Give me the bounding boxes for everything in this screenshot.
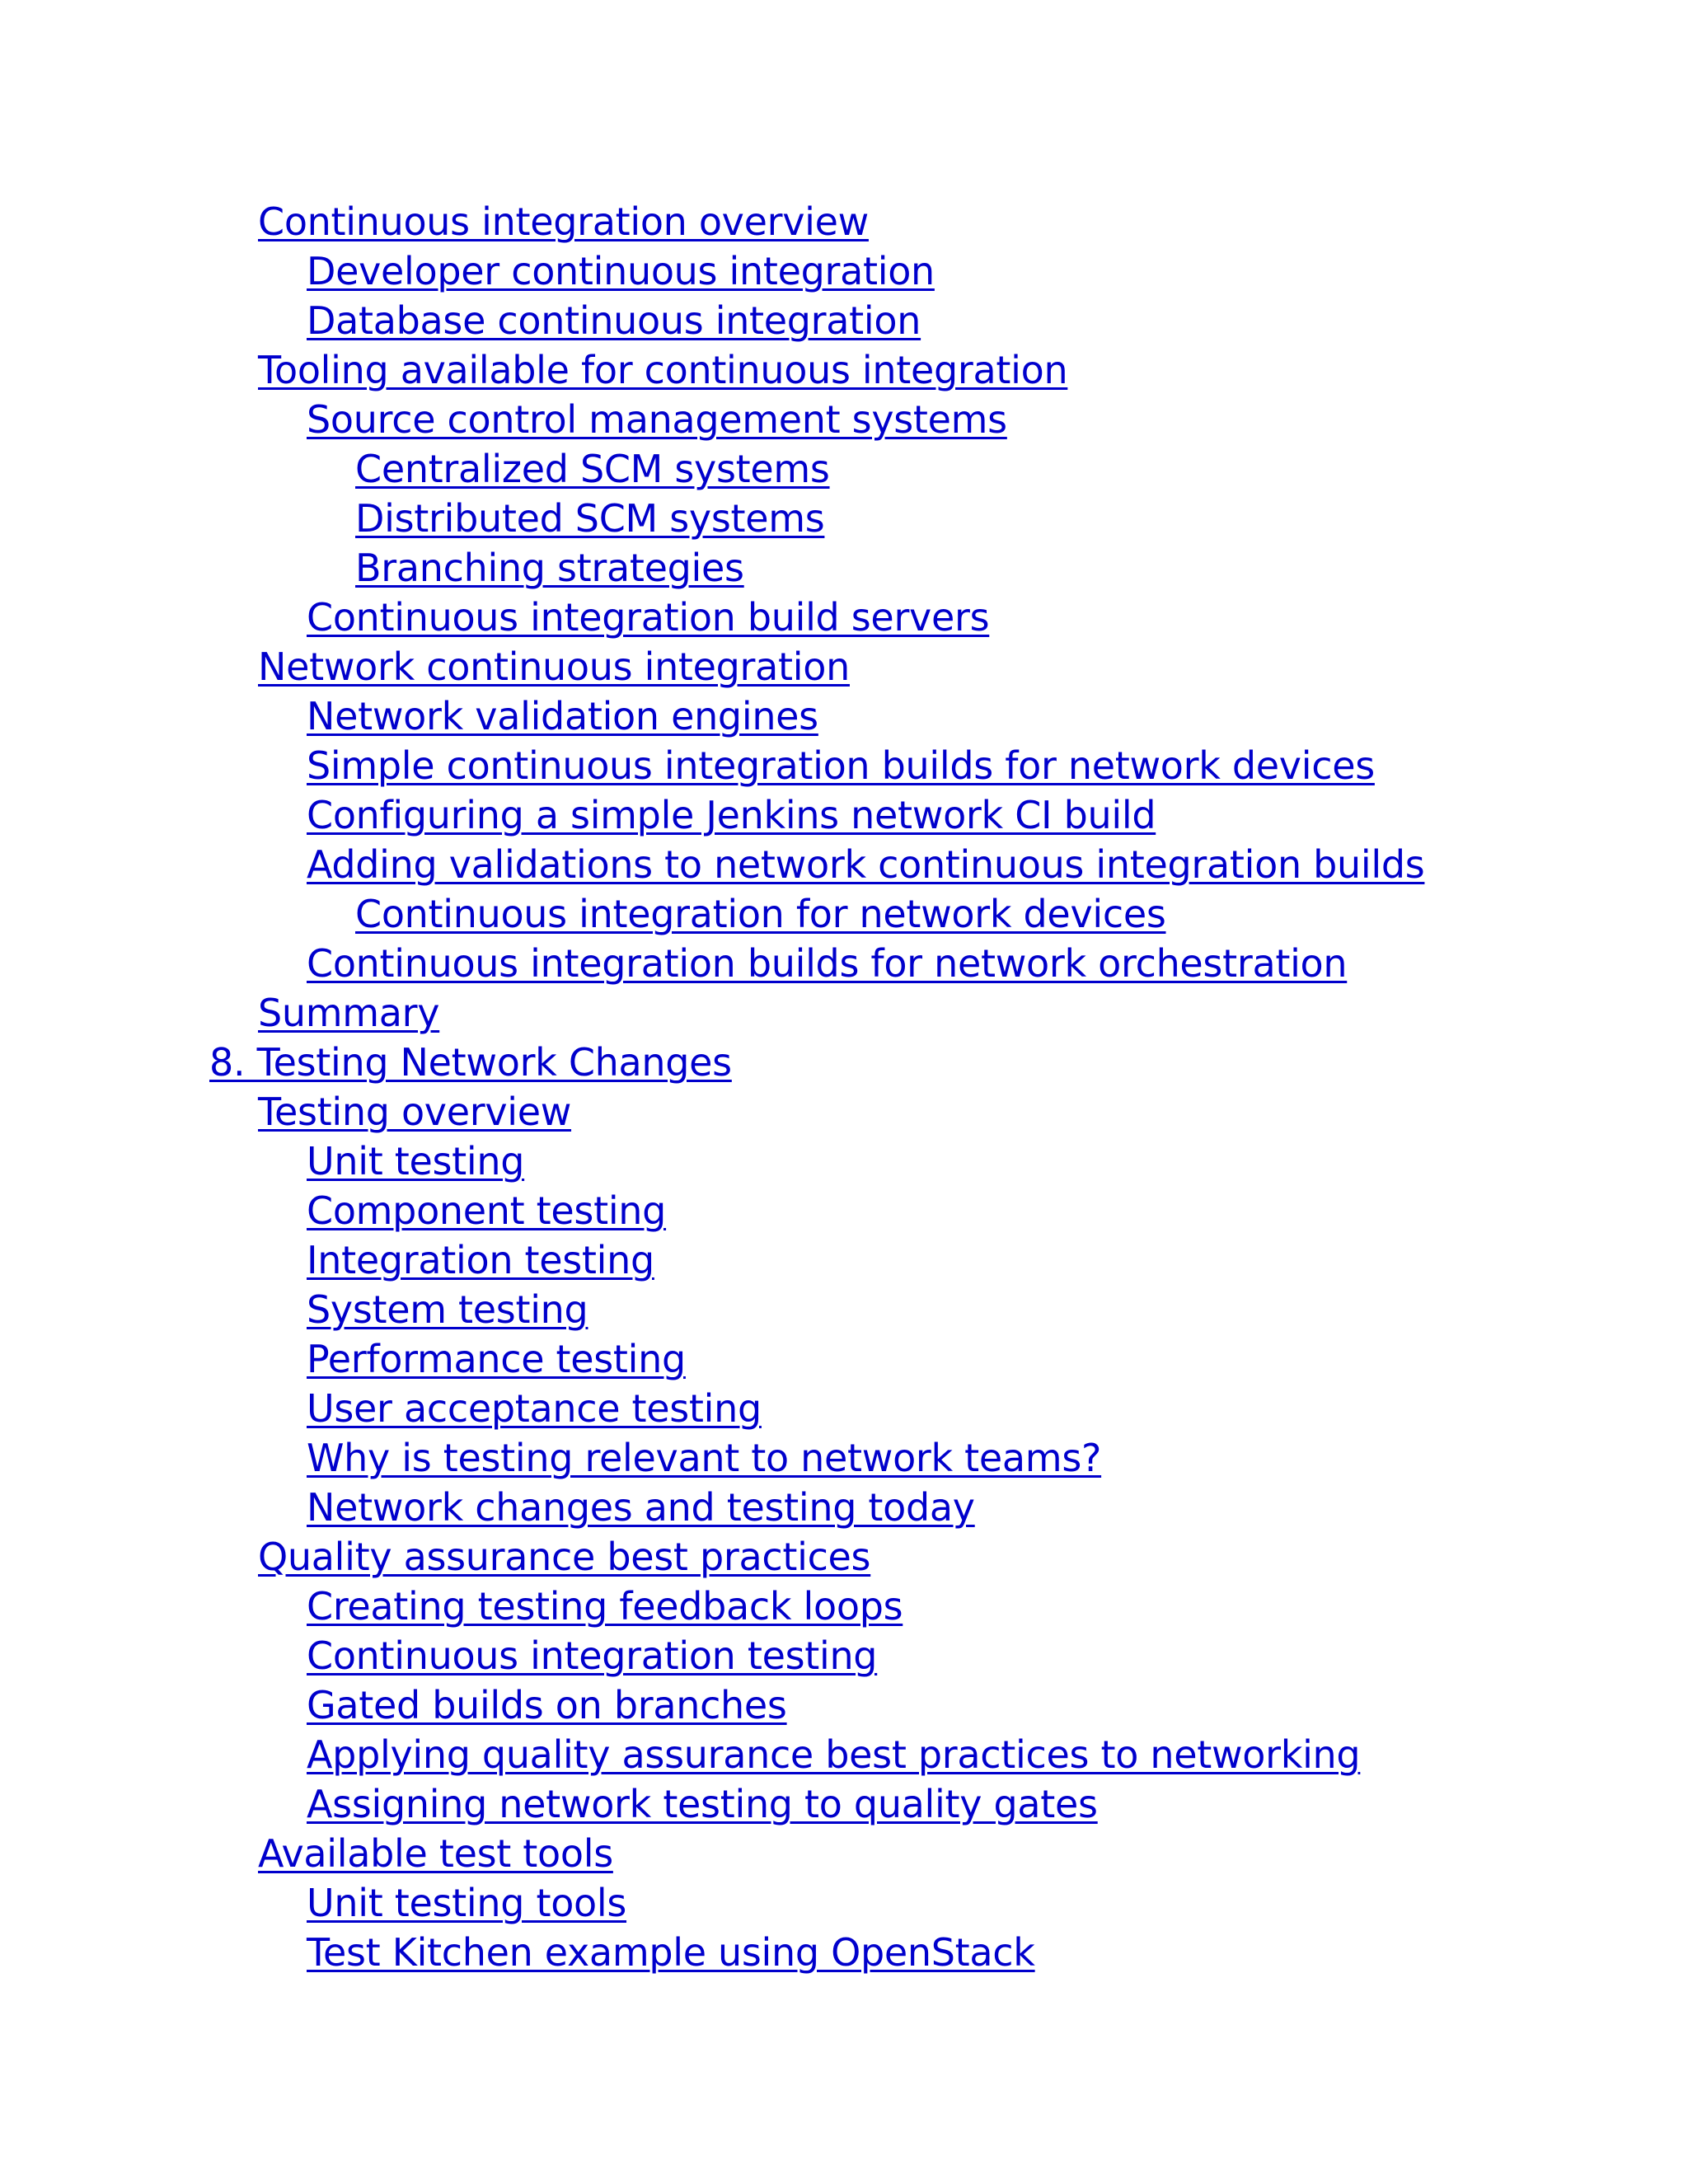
toc-entry <box>0 1137 1688 1186</box>
toc-entry <box>0 296 1688 345</box>
toc-entry <box>0 1928 1688 1977</box>
toc-link[interactable]: Continuous integration for network devices <box>355 892 1166 936</box>
toc-entry <box>0 1829 1688 1878</box>
toc-link[interactable]: Gated builds on branches <box>307 1683 787 1727</box>
toc-entry <box>0 1878 1688 1928</box>
toc-entry <box>0 988 1688 1038</box>
toc-link[interactable]: Component testing <box>307 1188 667 1233</box>
toc-link[interactable]: Tooling available for continuous integration <box>258 348 1068 392</box>
toc-entry <box>0 642 1688 691</box>
table-of-contents <box>0 197 1688 1977</box>
toc-chapter-link[interactable]: 8. Testing Network Changes <box>209 1040 732 1085</box>
toc-entry <box>0 741 1688 790</box>
toc-link[interactable]: Quality assurance best practices <box>258 1535 871 1579</box>
toc-link[interactable]: Available test tools <box>258 1831 613 1876</box>
toc-link[interactable]: Creating testing feedback loops <box>307 1584 903 1629</box>
toc-link[interactable]: Performance testing <box>307 1337 686 1381</box>
toc-link[interactable]: Integration testing <box>307 1238 654 1282</box>
toc-entry <box>0 593 1688 642</box>
toc-entry <box>0 1582 1688 1631</box>
toc-entry <box>0 840 1688 889</box>
toc-link[interactable]: User acceptance testing <box>307 1386 762 1431</box>
toc-entry <box>0 345 1688 395</box>
toc-entry <box>0 939 1688 988</box>
toc-entry <box>0 1285 1688 1334</box>
toc-entry <box>0 1235 1688 1285</box>
toc-entry <box>0 790 1688 840</box>
toc-entry <box>0 543 1688 593</box>
toc-entry <box>0 444 1688 494</box>
toc-entry <box>0 691 1688 741</box>
toc-link[interactable]: System testing <box>307 1287 588 1332</box>
toc-entry <box>0 1730 1688 1779</box>
toc-entry <box>0 1433 1688 1483</box>
toc-entry <box>0 1087 1688 1137</box>
toc-entry <box>0 1532 1688 1582</box>
toc-entry <box>0 1038 1688 1087</box>
toc-link[interactable]: Testing overview <box>258 1090 572 1134</box>
toc-entry <box>0 197 1688 246</box>
toc-link[interactable]: Distributed SCM systems <box>355 496 825 541</box>
toc-link[interactable]: Developer continuous integration <box>307 249 935 293</box>
toc-link[interactable]: Applying quality assurance best practices to networking <box>307 1732 1361 1777</box>
toc-link[interactable]: Why is testing relevant to network teams? <box>307 1436 1102 1480</box>
toc-link[interactable]: Assigning network testing to quality gates <box>307 1782 1098 1826</box>
toc-entry <box>0 1384 1688 1433</box>
toc-link[interactable]: Continuous integration overview <box>258 199 869 244</box>
toc-entry <box>0 1334 1688 1384</box>
toc-link[interactable]: Summary <box>258 991 440 1035</box>
toc-link[interactable]: Continuous integration builds for network orchestration <box>307 941 1348 986</box>
toc-entry <box>0 1680 1688 1730</box>
toc-link[interactable]: Branching strategies <box>355 546 744 590</box>
toc-entry <box>0 494 1688 543</box>
toc-entry <box>0 1483 1688 1532</box>
toc-link[interactable]: Continuous integration testing <box>307 1633 878 1678</box>
toc-link[interactable]: Continuous integration build servers <box>307 595 990 640</box>
toc-entry <box>0 889 1688 939</box>
toc-link[interactable]: Configuring a simple Jenkins network CI build <box>307 793 1156 837</box>
toc-link[interactable]: Unit testing <box>307 1139 525 1183</box>
toc-link[interactable]: Test Kitchen example using OpenStack <box>307 1930 1035 1975</box>
toc-link[interactable]: Simple continuous integration builds for network devices <box>307 743 1375 788</box>
toc-link[interactable]: Network validation engines <box>307 694 818 738</box>
toc-entry <box>0 246 1688 296</box>
toc-link[interactable]: Unit testing tools <box>307 1881 627 1925</box>
toc-link[interactable]: Network changes and testing today <box>307 1485 975 1530</box>
toc-entry <box>0 1779 1688 1829</box>
toc-entry <box>0 1631 1688 1680</box>
toc-link[interactable]: Centralized SCM systems <box>355 447 830 491</box>
toc-link[interactable]: Network continuous integration <box>258 644 850 689</box>
toc-entry <box>0 395 1688 444</box>
toc-link[interactable]: Database continuous integration <box>307 298 921 343</box>
toc-entry <box>0 1186 1688 1235</box>
toc-link[interactable]: Source control management systems <box>307 397 1007 442</box>
toc-link[interactable]: Adding validations to network continuous integration builds <box>307 842 1425 887</box>
